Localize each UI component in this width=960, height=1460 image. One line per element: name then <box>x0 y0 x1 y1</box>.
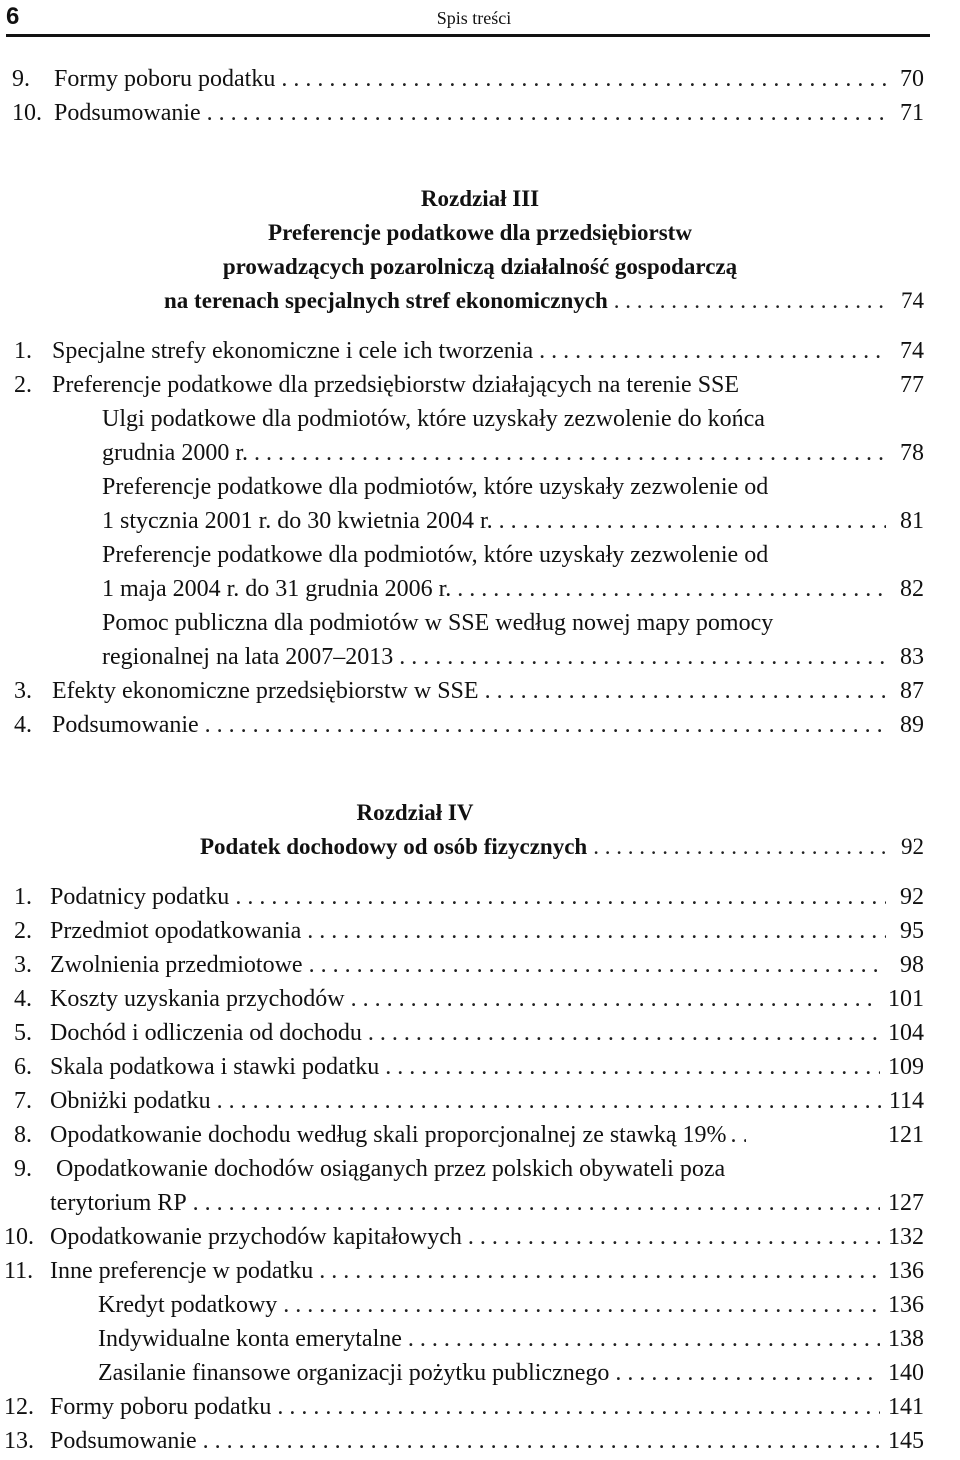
toc-entry <box>98 1356 924 1390</box>
entry-page: 136 <box>888 1258 924 1284</box>
dot-leader <box>485 674 886 708</box>
dot-leader <box>307 914 886 948</box>
dot-leader <box>193 1186 880 1220</box>
entry-page: 92 <box>901 834 924 859</box>
entry-title: Zwolnienia przedmiotowe <box>50 952 303 978</box>
entry-number: 3. <box>14 678 32 704</box>
dot-leader <box>281 62 886 96</box>
toc-entry <box>14 1118 924 1152</box>
chapter-title-line: na terenach specjalnych stref ekonomicznych <box>164 288 608 313</box>
entry-page: 70 <box>900 66 924 92</box>
dot-leader <box>408 1322 880 1356</box>
toc-entry <box>102 436 924 470</box>
entry-title: grudnia 2000 r. <box>102 440 248 466</box>
dot-leader <box>614 284 886 318</box>
toc-entry <box>14 1084 924 1118</box>
toc-entry <box>14 1050 924 1084</box>
toc-entry <box>14 982 924 1016</box>
entry-page: 71 <box>900 100 924 126</box>
dot-leader <box>351 982 880 1016</box>
entry-page: 136 <box>888 1292 924 1318</box>
toc-entry-line <box>102 606 924 640</box>
running-title: Spis treści <box>436 8 512 28</box>
entry-page: 132 <box>888 1224 924 1250</box>
chapter-label: Rozdział III <box>420 186 540 211</box>
entry-title: Formy poboru podatku <box>50 1394 272 1420</box>
dot-leader <box>539 334 886 368</box>
toc-entry <box>14 334 924 368</box>
dot-leader <box>499 504 886 538</box>
dot-leader <box>309 948 886 982</box>
entry-title: Dochód i odliczenia od dochodu <box>50 1020 362 1046</box>
entry-number: 5. <box>14 1020 32 1046</box>
toc-entry <box>98 1322 924 1356</box>
entry-page: 82 <box>900 576 924 602</box>
entry-number: 8. <box>14 1122 32 1148</box>
entry-page: 83 <box>900 644 924 670</box>
entry-number: 4. <box>14 986 32 1012</box>
chapter-title-entry <box>164 284 924 318</box>
entry-number: 13. <box>4 1428 34 1454</box>
entry-title: Podsumowanie <box>52 712 199 738</box>
dot-leader <box>468 1220 880 1254</box>
dot-leader <box>283 1288 880 1322</box>
entry-title: Opodatkowanie dochodów osiąganych przez polskich obywateli poza <box>56 1156 726 1182</box>
toc-entry <box>14 368 924 402</box>
entry-number: 1. <box>14 884 32 910</box>
entry-page: 78 <box>900 440 924 466</box>
entry-number: 1. <box>14 338 32 364</box>
toc-entry <box>102 640 924 674</box>
entry-number: 7. <box>14 1088 32 1114</box>
toc-entry <box>14 674 924 708</box>
entry-page: 104 <box>888 1020 924 1046</box>
chapter-title-line: prowadzących pozarolniczą działalność gospodarczą <box>222 254 738 279</box>
toc-entry-line <box>102 470 924 504</box>
entry-title: Indywidualne konta emerytalne <box>98 1326 402 1352</box>
entry-number: 11. <box>4 1258 34 1284</box>
dot-leader <box>235 880 886 914</box>
entry-title: Opodatkowanie przychodów kapitałowych <box>50 1224 462 1250</box>
toc-entry <box>4 1390 924 1424</box>
entry-page: 81 <box>900 508 924 534</box>
entry-number: 10. <box>12 100 42 126</box>
toc-entry <box>14 948 924 982</box>
toc-entry <box>14 1016 924 1050</box>
entry-number: 9. <box>14 1156 32 1182</box>
entry-title: Formy poboru podatku <box>54 66 276 92</box>
dot-leader <box>254 436 886 470</box>
entry-title: Przedmiot opodatkowania <box>50 918 302 944</box>
entry-page: 140 <box>888 1360 924 1386</box>
entry-number: 4. <box>14 712 32 738</box>
entry-title: regionalnej na lata 2007–2013 <box>102 644 394 670</box>
entry-title: Podsumowanie <box>50 1428 197 1454</box>
toc-entry <box>102 504 924 538</box>
entry-page: 141 <box>888 1394 924 1420</box>
entry-page: 127 <box>888 1190 924 1216</box>
entry-page: 101 <box>888 986 924 1012</box>
entry-title: Preferencje podatkowe dla podmiotów, które uzyskały zezwolenie od <box>102 542 769 568</box>
entry-page: 109 <box>888 1054 924 1080</box>
entry-title: Zasilanie finansowe organizacji pożytku publicznego <box>98 1360 610 1386</box>
entry-number: 3. <box>14 952 32 978</box>
entry-title: 1 stycznia 2001 r. do 30 kwietnia 2004 r. <box>102 508 493 534</box>
entry-number: 9. <box>12 66 30 92</box>
entry-title: 1 maja 2004 r. do 31 grudnia 2006 r. <box>102 576 452 602</box>
entry-title: Skala podatkowa i stawki podatku <box>50 1054 380 1080</box>
dot-leader <box>399 640 886 674</box>
toc-entry-line <box>102 402 924 436</box>
toc-entry <box>14 914 924 948</box>
toc-entry <box>12 62 924 96</box>
dot-leader <box>207 96 886 130</box>
entry-page: 89 <box>900 712 924 738</box>
entry-title: Inne preferencje w podatku <box>50 1258 314 1284</box>
dot-leader <box>277 1390 880 1424</box>
dot-leader <box>205 708 886 742</box>
entry-title: Ulgi podatkowe dla podmiotów, które uzyskały zezwolenie do końca <box>102 406 765 432</box>
chapter-title-line: Preferencje podatkowe dla przedsiębiorstw <box>268 220 692 245</box>
toc-entry <box>14 708 924 742</box>
entry-title: Efekty ekonomiczne przedsiębiorstw w SSE <box>52 678 479 704</box>
dot-leader <box>457 572 886 606</box>
entry-page: 121 <box>888 1122 924 1148</box>
entry-page: 77 <box>900 372 924 398</box>
chapter-title: Podatek dochodowy od osób fizycznych <box>200 834 588 859</box>
dot-leader <box>593 830 886 864</box>
entry-title: Koszty uzyskania przychodów <box>50 986 345 1012</box>
dot-leader <box>203 1424 880 1458</box>
dot-leader <box>385 1050 880 1084</box>
entry-number: 2. <box>14 372 32 398</box>
dot-leader <box>217 1084 881 1118</box>
entry-number: 10. <box>4 1224 34 1250</box>
dot-leader <box>730 1118 746 1152</box>
entry-number: 6. <box>14 1054 32 1080</box>
page-number: 6 <box>6 3 20 30</box>
entry-page: 138 <box>888 1326 924 1352</box>
entry-number: 12. <box>4 1394 34 1420</box>
entry-title: terytorium RP <box>50 1190 187 1216</box>
dot-leader <box>368 1016 880 1050</box>
toc-entry-line <box>14 1152 924 1186</box>
toc-entry <box>4 1424 924 1458</box>
chapter-title-entry <box>200 830 924 864</box>
toc-entry-line <box>102 538 924 572</box>
entry-page: 92 <box>900 884 924 910</box>
toc-entry <box>12 96 924 130</box>
toc-entry <box>4 1220 924 1254</box>
entry-title: Obniżki podatku <box>50 1088 211 1114</box>
dot-leader <box>615 1356 880 1390</box>
toc-entry <box>102 572 924 606</box>
entry-number: 2. <box>14 918 32 944</box>
entry-page: 74 <box>901 288 924 313</box>
entry-page: 74 <box>900 338 924 364</box>
entry-title: Specjalne strefy ekonomiczne i cele ich tworzenia <box>52 338 534 364</box>
entry-page: 145 <box>888 1428 924 1454</box>
entry-title: Pomoc publiczna dla podmiotów w SSE według nowej mapy pomocy <box>102 610 774 636</box>
entry-title: Preferencje podatkowe dla podmiotów, które uzyskały zezwolenie od <box>102 474 769 500</box>
entry-page: 95 <box>900 918 924 944</box>
entry-page: 87 <box>900 678 924 704</box>
entry-title: Podsumowanie <box>54 100 201 126</box>
toc-entry <box>98 1288 924 1322</box>
toc-entry <box>4 1254 924 1288</box>
dot-leader <box>319 1254 880 1288</box>
toc-entry <box>14 880 924 914</box>
toc-entry <box>50 1186 924 1220</box>
entry-title: Opodatkowanie dochodu według skali proporcjonalnej ze stawką 19% <box>50 1122 727 1148</box>
entry-page: 98 <box>900 952 924 978</box>
chapter-label: Rozdział IV <box>356 800 474 825</box>
entry-title: Podatnicy podatku <box>50 884 230 910</box>
entry-title: Preferencje podatkowe dla przedsiębiorstw działających na terenie SSE <box>52 372 740 398</box>
entry-page: 114 <box>888 1088 924 1114</box>
entry-title: Kredyt podatkowy <box>98 1292 278 1318</box>
